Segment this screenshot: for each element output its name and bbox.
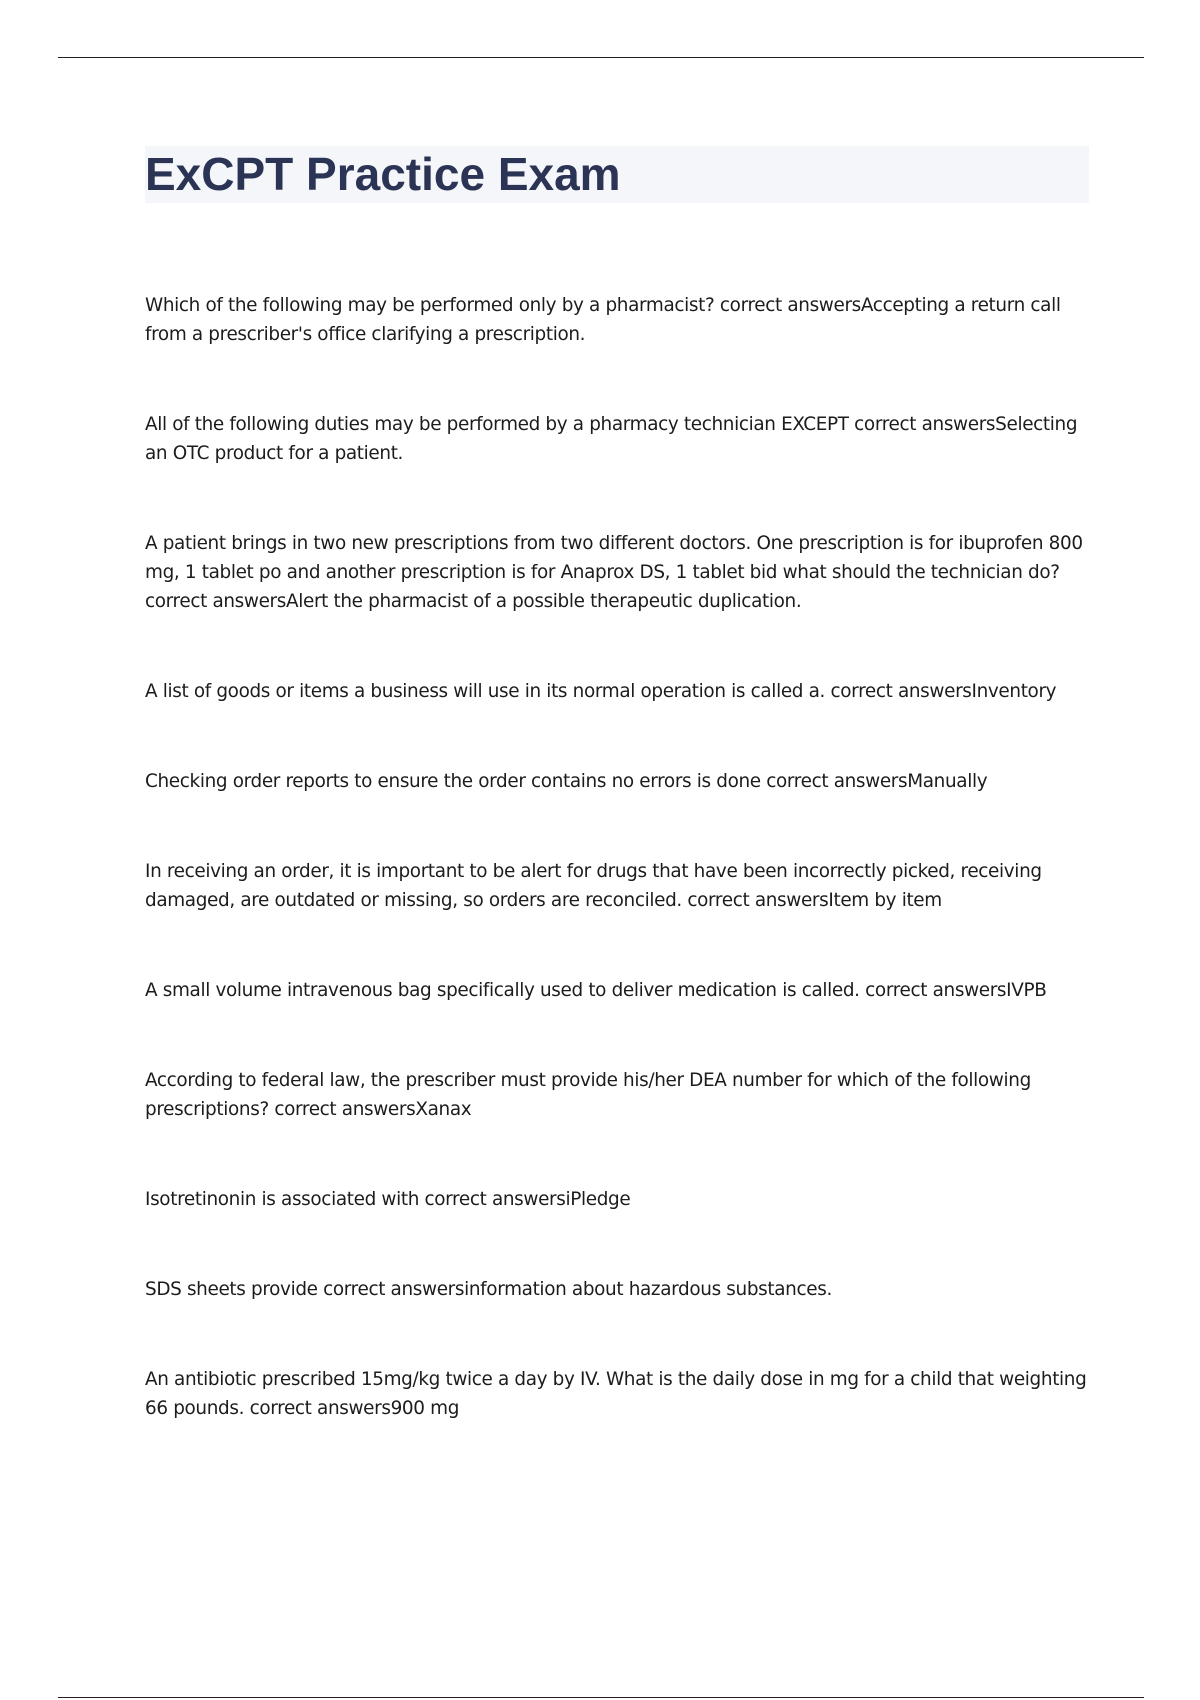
qa-item-8: According to federal law, the prescriber must provide his/her DEA number for which of the following prescriptions? correct answersXanax xyxy=(145,1070,1031,1120)
question-answer-list xyxy=(145,291,1090,1484)
qa-item-9: Isotretinonin is associated with correct answersiPledge xyxy=(145,1189,631,1210)
bottom-divider xyxy=(58,1697,1144,1698)
qa-item-3: A patient brings in two new prescriptions from two different doctors. One prescription is for ibuprofen 800 mg, 1 tablet po and another prescription is for Anaprox DS, 1 tablet bid what should the technician do? correct answersAlert the pharmacist of a possible therapeutic duplication. xyxy=(145,533,1083,612)
qa-item-10: SDS sheets provide correct answersinformation about hazardous substances. xyxy=(145,1279,832,1300)
qa-item-5: Checking order reports to ensure the order contains no errors is done correct answersManually xyxy=(145,771,988,792)
qa-item-6: In receiving an order, it is important to be alert for drugs that have been incorrectly picked, receiving damaged, are outdated or missing, so orders are reconciled. correct answersItem by item xyxy=(145,861,1042,911)
qa-item-7: A small volume intravenous bag specifically used to deliver medication is called. correct answersIVPB xyxy=(145,980,1047,1001)
qa-item-2: All of the following duties may be performed by a pharmacy technician EXCEPT correct answersSelecting an OTC product for a patient. xyxy=(145,414,1078,464)
top-divider xyxy=(58,57,1144,58)
qa-item-4: A list of goods or items a business will use in its normal operation is called a. correct answersInventory xyxy=(145,681,1057,702)
qa-item-1: Which of the following may be performed only by a pharmacist? correct answersAccepting a return call from a prescriber's office clarifying a prescription. xyxy=(145,295,1061,345)
qa-item-11: An antibiotic prescribed 15mg/kg twice a day by IV. What is the daily dose in mg for a child that weighting 66 pounds. correct answers900 mg xyxy=(145,1369,1087,1419)
page-title: ExCPT Practice Exam xyxy=(145,148,621,200)
